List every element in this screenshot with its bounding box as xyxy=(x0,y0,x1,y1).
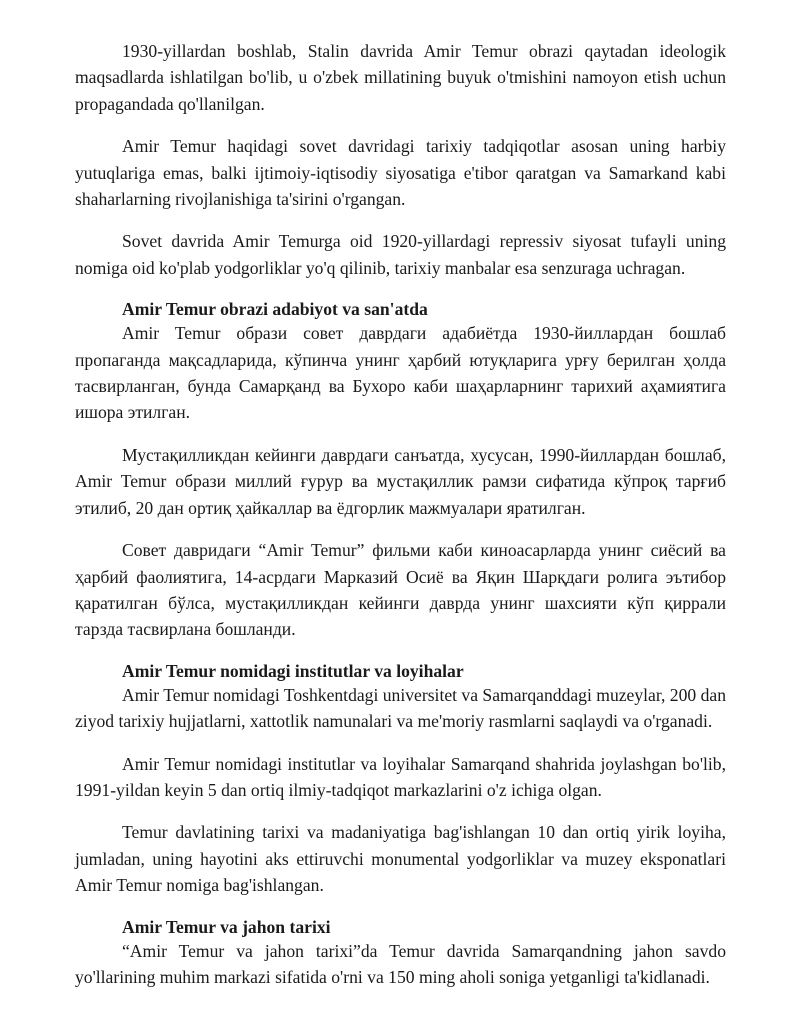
paragraph: Amir Temur haqidagi sovet davridagi tarixiy tadqiqotlar asosan uning harbiy yutuqlariga emas, balki ijtimoiy-iqtisodiy siyosatiga e'tibor qaratgan va Samarkand kabi shaharlarning rivojlanishiga ta'sirini o'rgangan. xyxy=(75,136,726,210)
paragraph: Sovet davrida Amir Temurga oid 1920-yillardagi repressiv siyosat tufayli uning nomiga oid ko'plab yodgorliklar yo'q qilinib, tarixiy manbalar esa senzuraga uchragan. xyxy=(75,231,726,278)
document-page xyxy=(75,38,726,990)
section-heading: Amir Temur obrazi adabiyot va san'atda xyxy=(122,299,428,320)
paragraph: Мустақилликдан кейинги даврдаги санъатда, хусусан, 1990-йиллардан бошлаб, Amir Temur образи миллий ғурур ва мустақиллик рамзи сифатида кўпроқ тарғиб этилиб, 20 дан ортиқ ҳайкаллар ва ёдгорлик мажмуалари яратилган. xyxy=(75,444,726,518)
section-heading: Amir Temur va jahon tarixi xyxy=(122,916,331,937)
paragraph: Amir Temur nomidagi institutlar va loyihalar Samarqand shahrida joylashgan bo'lib, 1991-yildan keyin 5 dan ortiq ilmiy-tadqiqot markazlarini o'z ichiga olgan. xyxy=(75,753,726,800)
section-heading: Amir Temur nomidagi institutlar va loyihalar xyxy=(122,660,464,681)
paragraph: Temur davlatining tarixi va madaniyatiga bag'ishlangan 10 dan ortiq yirik loyiha, jumladan, uning hayotini aks ettiruvchi monumental yodgorliklar va muzey eksponatlari Amir Temur nomiga bag'ishlangan. xyxy=(75,822,726,896)
paragraph: Совет давридаги “Amir Temur” фильми каби киноасарларда унинг сиёсий ва ҳарбий фаолиятига, 14-асрдаги Марказий Осиё ва Яқин Шарқдаги ролига эътибор қаратилган бўлса, мустақилликдан кейинги даврда унинг шахсияти кўп қиррали тарзда тасвирлана бошланди. xyxy=(75,540,726,640)
paragraph: “Amir Temur va jahon tarixi”da Temur davrida Samarqandning jahon savdo yo'llarining muhim markazi sifatida o'rni va 150 ming aholi soniga yetganligi ta'kidlanadi. xyxy=(75,940,726,987)
paragraph: 1930-yillardan boshlab, Stalin davrida Amir Temur obrazi qaytadan ideologik maqsadlarda ishlatilgan bo'lib, u o'zbek millatining buyuk o'tmishini namoyon etish uchun propagandada qo'llanilgan. xyxy=(75,41,726,114)
paragraph: Amir Temur nomidagi Toshkentdagi universitet va Samarqanddagi muzeylar, 200 dan ziyod tarixiy hujjatlarni, xattotlik namunalari va me'moriy rasmlarni saqlaydi va o'rganadi. xyxy=(75,684,727,732)
paragraph: Amir Temur образи совет даврдаги адабиётда 1930-йиллардан бошлаб пропаганда мақсадларида, кўпинча унинг ҳарбий ютуқларига урғу берилган ҳолда тасвирланган, бунда Самарқанд ва Бухоро каби шаҳарларнинг тарихий аҳамиятига ишора этилган. xyxy=(75,323,726,423)
